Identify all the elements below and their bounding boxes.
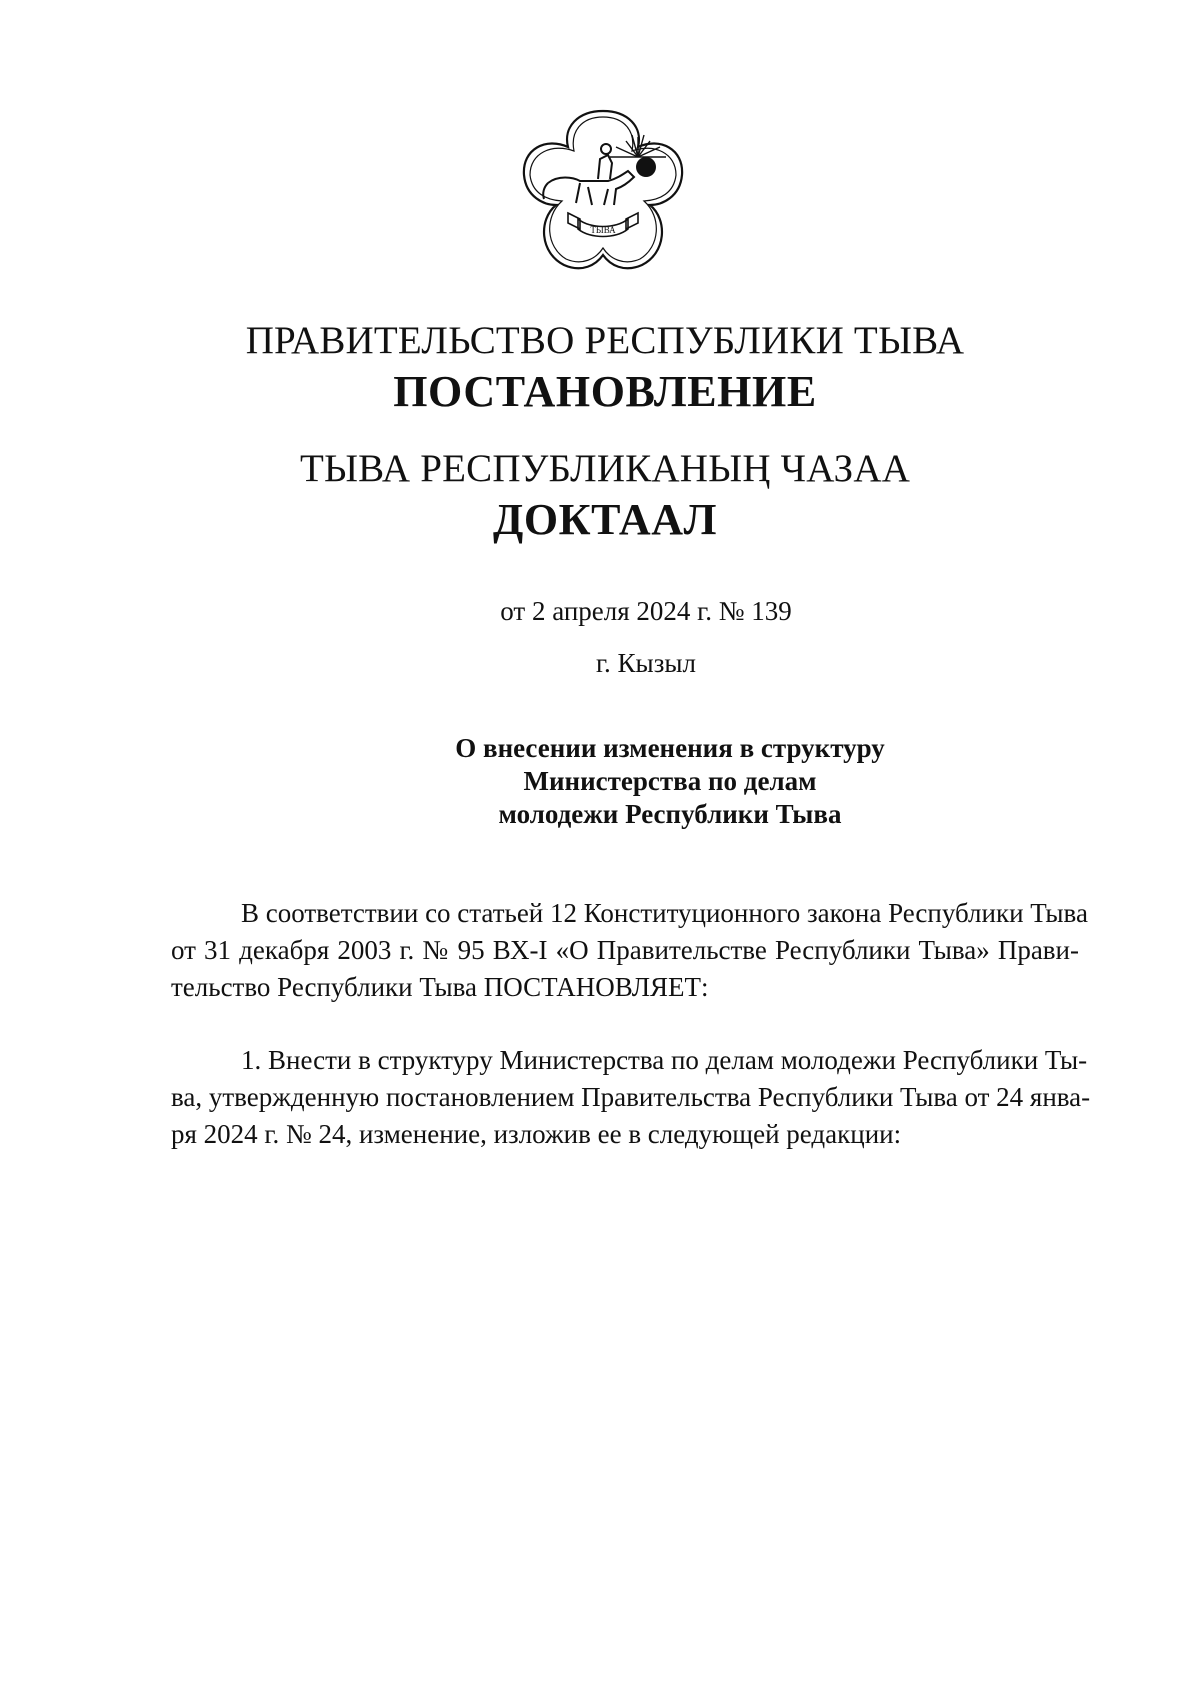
emblem-ribbon-text: ТЫВА [590,225,616,235]
paragraph-line: тельство Республики Тыва ПОСТАНОВЛЯЕТ: [171,972,709,1002]
paragraph-line: ря 2024 г. № 24, изменение, изложив ее в следующей редакции: [171,1119,902,1149]
decree-date-number: от 2 апреля 2024 г. № 139 [500,596,792,626]
decree-title-tyv: ДОКТААЛ [492,495,718,544]
title-line: О внесении изменения в структуру [455,733,885,763]
decree-city: г. Кызыл [596,648,696,678]
title-line: Министерства по делам [523,766,817,796]
decree-title-ru: ПОСТАНОВЛЕНИЕ [393,367,817,416]
title-line: молодежи Республики Тыва [498,799,842,829]
decree-subject-title [445,732,895,831]
government-title-tyv: ТЫВА РЕСПУБЛИКАНЫҢ ЧАЗАА [299,447,911,490]
paragraph-line: от 31 декабря 2003 г. № 95 ВХ-I «О Правительстве Республики Тыва» Прави- [171,935,1079,965]
paragraph-line: ва, утвержденную постановлением Правительства Республики Тыва от 24 янва- [171,1082,1091,1112]
paragraph-line: В соответствии со статьей 12 Конституционного закона Республики Тыва [241,898,1088,928]
clause-1-paragraph [171,1042,1091,1153]
government-title-ru: ПРАВИТЕЛЬСТВО РЕСПУБЛИКИ ТЫВА [245,319,965,362]
tuva-coat-of-arms-icon [518,105,688,295]
paragraph-line: 1. Внести в структуру Министерства по делам молодежи Республики Ты- [241,1045,1088,1075]
preamble-paragraph [171,895,1088,1006]
